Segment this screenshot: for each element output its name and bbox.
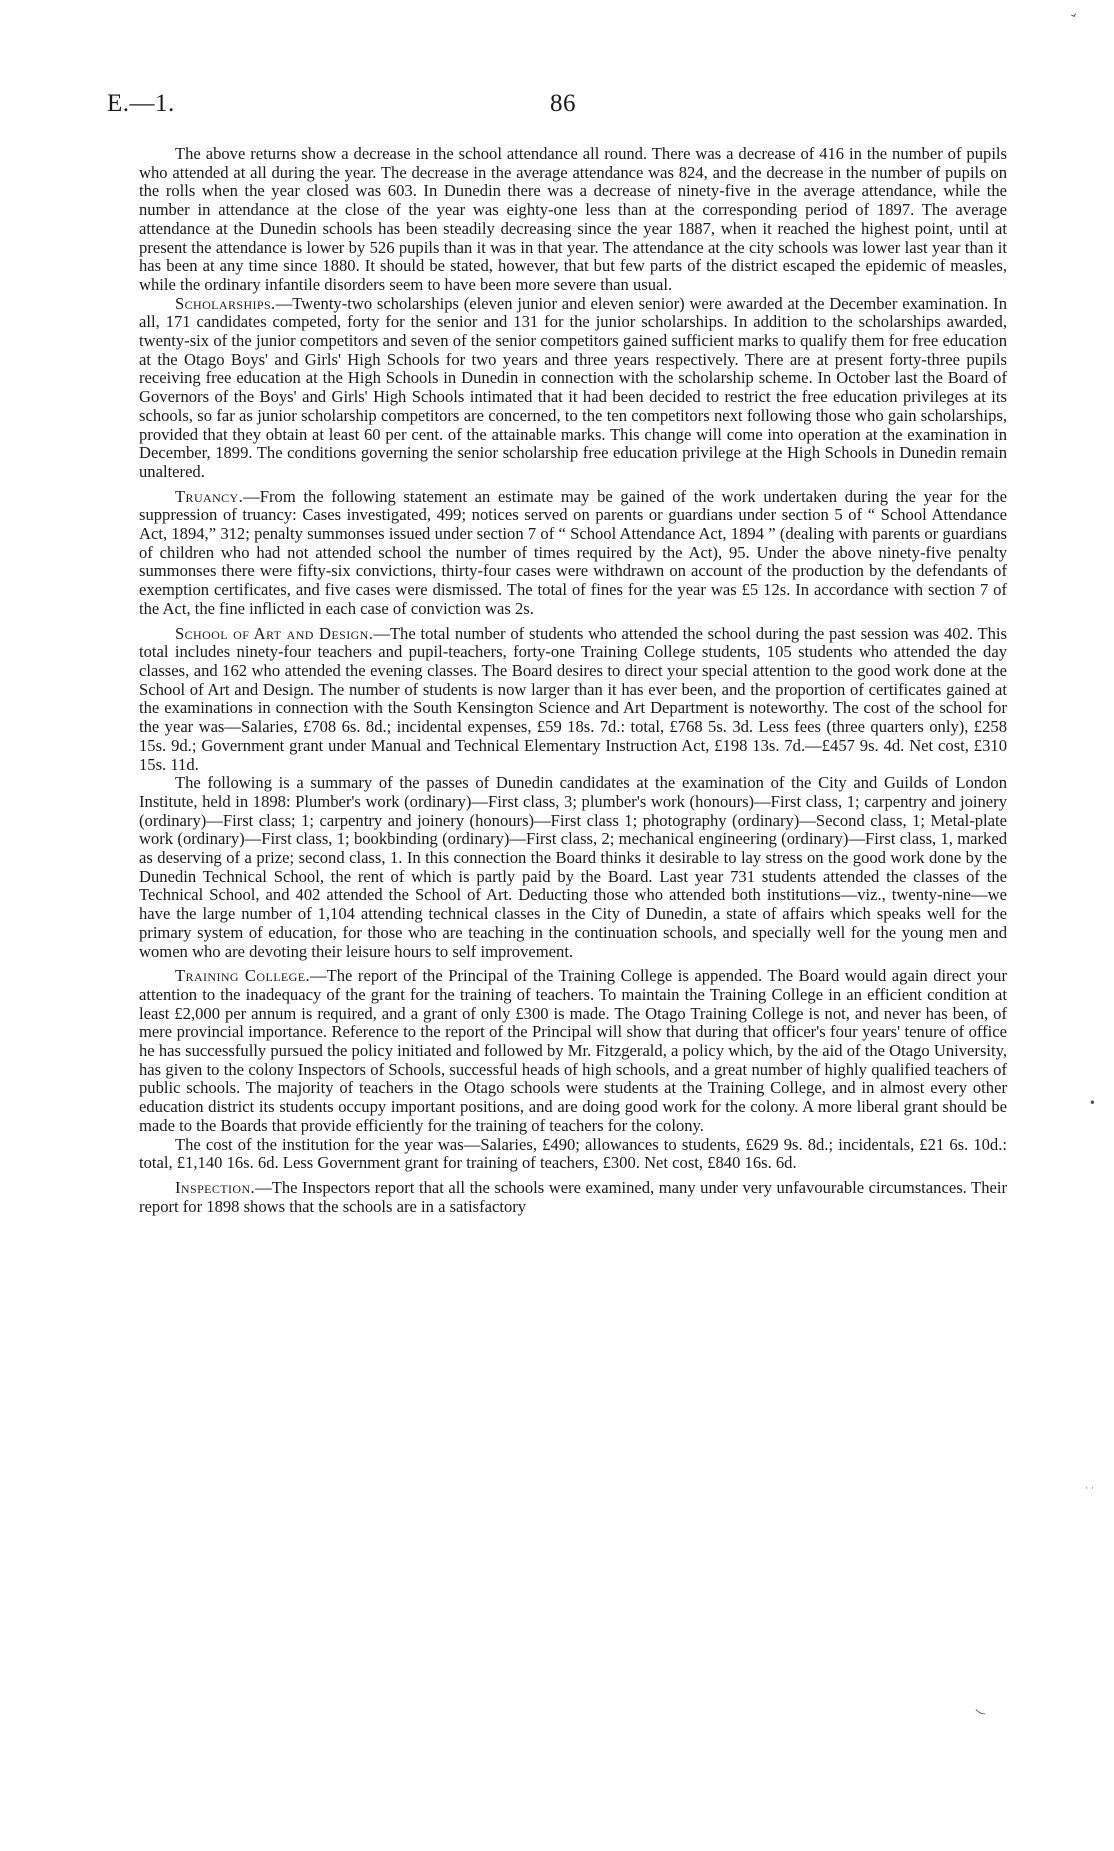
paragraph-city-and-guilds [139,774,1007,961]
paragraph-scholarships [139,295,1007,482]
margin-mark: • [1088,1096,1096,1110]
page-header [107,90,1007,130]
paragraph-text: —The Inspectors report that all the schools were examined, many under very unfavourable circumstances. Their report for 1898 shows that the schools are in a satisfactory [139,1177,1007,1216]
paragraph-truancy [139,488,1007,619]
document-reference: E.—1. [107,90,175,117]
paragraph-text: —From the following statement an estimate may be gained of the work undertaken during the year for the suppression of truancy: Cases investigated, 499; notices served on parents or guardians under section 5 of “ School Attendance Act, 1894,” 312; penalty summonses issued under section 7 of “ School Attendance Act, 1894 ” (dealing with parents or guardians of children who had not attended school the number of times required by the Act), 95. Under the above ninety-five penalty summonses there were fifty-six convictions, thirty-four cases were withdrawn on account of the production by the defendants of exemption certificates, and five cases were dismissed. The total of fines for the year was £5 12s. In accordance with section 7 of the Act, the fine inflicted in each case of conviction was 2s. [139,486,1007,618]
section-heading: Training College. [175,966,310,986]
paragraph-inspection [139,1179,1007,1216]
paragraph-attendance [139,145,1007,295]
body-text [139,145,1007,1222]
margin-mark: · · [1085,1484,1094,1494]
page-number: 86 [550,90,576,117]
section-heading: Inspection. [175,1177,256,1197]
pencil-mark: ‿ [975,1698,991,1716]
paragraph-text: —The report of the Principal of the Training College is appended. The Board would again direct your attention to the inadequacy of the grant for the training of teachers. To maintain the Training College in an efficient condition at least £2,000 per annum is required, and a grant of only £300 is made. The Otago Training College is not, and never has been, of mere provincial importance. Reference to the report of the Principal will show that during that officer's four years' tenure of office he has successfully pursued the policy initiated and followed by Mr. Fitzgerald, a policy which, by the aid of the Otago University, has given to the colony Inspectors of Schools, successful heads of high schools, and a great number of highly qualified teachers of public schools. The majority of teachers in the Otago schools were students at the Training College, and in almost every other education district its students occupy important positions, and are doing good work for the colony. A more liberal grant should be made to the Boards that provide efficiently for the training of teachers for the colony. [139,966,1007,1135]
pencil-mark: ⌄ [1065,4,1081,22]
paragraph-text: —The total number of students who attended the school during the past session was 402. This total includes ninety-four teachers and pupil-teachers, forty-one Training College students, 105 students who attended the day classes, and 162 who attended the evening classes. The Board desires to direct your special attention to the good work done at the School of Art and Design. The number of students is now larger than it has ever been, and the proportion of certificates gained at the examinations in connection with the South Kensington Science and Art Department is noteworthy. The cost of the school for the year was—Salaries, £708 6s. 8d.; incidental expenses, £59 18s. 7d.: total, £768 5s. 3d. Less fees (three quarters only), £258 15s. 9d.; Government grant under Manual and Technical Elementary Instruction Act, £198 13s. 7d.—£457 9s. 4d. Net cost, £310 15s. 11d. [139,623,1007,774]
paragraph-text: The following is a summary of the passes of Dunedin candidates at the examination of the City and Guilds of London Institute, held in 1898: Plumber's work (ordinary)—First class, 3; plumber's work (honours)—First class, 1; carpentry and joinery (ordinary)—First class; 1; carpentry and joinery (honours)—First class 1; photography (ordinary)—Second class, 1; Metal-plate work (ordinary)—First class, 1; bookbinding (ordinary)—First class, 2; mechanical engineering (ordinary)—First class, 1, marked as deserving of a prize; second class, 1. In this connection the Board thinks it desirable to lay stress on the good work done by the Dunedin Technical School, the rent of which is partly paid by the Board. Last year 731 students attended the classes of the Technical School, and 402 attended the School of Art. Deducting those who attended both institutions—viz., twenty-nine—we have the large number of 1,104 attending technical classes in the City of Dunedin, a state of affairs which speaks well for the primary system of education, for those who are teaching in the continuation schools, and specially well for the young men and women who are devoting their leisure hours to self improvement. [139,773,1007,961]
paragraph-training-college [139,967,1007,1135]
paragraph-training-cost [139,1136,1007,1173]
section-heading: School of Art and Design. [175,623,374,643]
section-heading: Truancy. [175,486,244,506]
paragraph-text: —Twenty-two scholarships (eleven junior and eleven senior) were awarded at the December examination. In all, 171 candidates competed, forty for the senior and 131 for the junior scholarships. In addition to the scholarships awarded, twenty-six of the junior competitors and seven of the senior competitors gained sufficient marks to qualify them for free education at the Otago Boys' and Girls' High Schools for two years and three years respectively. There are at present forty-three pupils receiving free education at the High Schools in Dunedin in connection with the scholarship scheme. In October last the Board of Governors of the Boys' and Girls' High Schools intimated that it had been decided to restrict the free education privileges at its schools, so far as junior scholarship competitors are concerned, to the ten competitors next following those who gain scholarships, provided that they obtain at least 60 per cent. of the attainable marks. This change will come into operation at the examination in December, 1899. The conditions governing the senior scholarship free education privilege at the High Schools in Dunedin remain unaltered. [139,293,1007,481]
section-heading: Scholarships. [175,293,276,313]
paragraph-text: The above returns show a decrease in the school attendance all round. There was a decrease of 416 in the number of pupils who attended at all during the year. The decrease in the average attendance was 824, and the decrease in the number of pupils on the rolls when the year closed was 603. In Dunedin there was a decrease of ninety-five in the average attendance, while the number in attendance at the close of the year was eighty-one less than at the corresponding period of 1897. The average attendance at the Dunedin schools has been steadily decreasing since the year 1887, when it reached the highest point, until at present the attendance is lower by 526 pupils than it was in that year. The attendance at the city schools was lower last year than it has been at any time since 1880. It should be stated, however, that but few parts of the district escaped the epidemic of measles, while the ordinary infantile disorders seem to have been more severe than usual. [139,144,1007,294]
paragraph-school-of-art [139,625,1007,775]
paragraph-text: The cost of the institution for the year was—Salaries, £490; allowances to students, £629 9s. 8d.; incidentals, £21 6s. 10d.: total, £1,140 16s. 6d. Less Government grant for training of teachers, £300. Net cost, £840 16s. 6d. [139,1134,1007,1173]
